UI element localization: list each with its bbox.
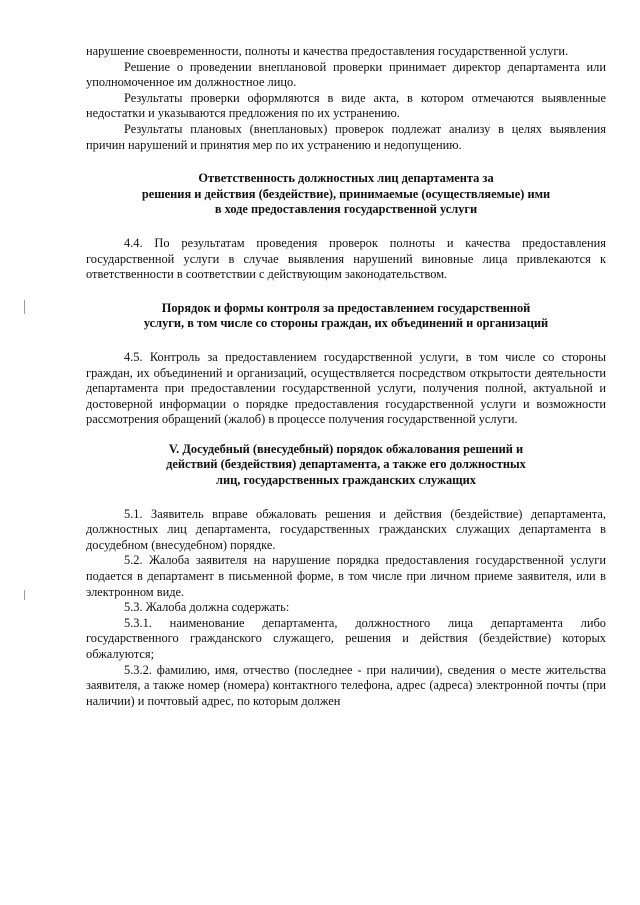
heading-line: в ходе предоставления государственной услуги (214, 202, 478, 217)
paragraph-5-3-2: 5.3.2. фамилию, имя, отчество (последнее - при наличии), сведения о месте жительства заявителя, а также номер (номера) контактного телефона, адрес (адреса) электронной почты (при наличии) и почтовый адрес, по которым должен (86, 662, 606, 708)
scan-margin-mark (24, 300, 25, 314)
paragraph-4-4: 4.4. По результатам проведения проверок полноты и качества предоставления государственной услуги в случае выявления нарушений виновные лица привлекаются к ответственности в соответствии с действующим законодательством. (86, 235, 606, 282)
paragraph: Результаты плановых (внеплановых) проверок подлежат анализу в целях выявления причин нарушений и принятия мер по их устранению и недопущению. (86, 121, 606, 152)
paragraph: Решение о проведении внеплановой проверки принимает директор департамента или уполномоченное им должностное лицо. (86, 59, 606, 90)
paragraph-5-2: 5.2. Жалоба заявителя на нарушение порядка предоставления государственной услуги подается в департамент в письменной форме, в том числе при личном приеме заявителя, или в электронном виде. (86, 553, 606, 599)
paragraph-continuation: нарушение своевременности, полноты и качества предоставления государственной услуги. (86, 44, 569, 58)
paragraph-5-1: 5.1. Заявитель вправе обжаловать решения и действия (бездействие) департамента, должностных лиц департамента, государственных гражданских служащих департамента в досудебном (внесудебном) порядке. (86, 506, 606, 552)
heading-line: V. Досудебный (внесудебный) порядок обжалования решений и (168, 441, 524, 456)
heading-line: Ответственность должностных лиц департамента за (198, 171, 494, 186)
section-heading-appeal (86, 442, 606, 489)
heading-line: действий (бездействия) департамента, а также его должностных (166, 457, 526, 472)
document-body (86, 44, 606, 709)
paragraph: Результаты проверки оформляются в виде акта, в котором отмечаются выявленные недостатки и указываются предложения по их устранению. (86, 90, 606, 121)
paragraph-5-3: 5.3. Жалоба должна содержать: (124, 600, 290, 615)
heading-line: Порядок и формы контроля за предоставлением государственной (161, 300, 531, 315)
heading-line: лиц, государственных гражданских служащих (216, 473, 476, 488)
heading-line: решения и действия (бездействие), принимаемые (осуществляемые) ими (141, 186, 551, 201)
paragraph-5-3-1: 5.3.1. наименование департамента, должностного лица департамента либо государственного гражданского служащего, решения и действия (бездействие) которых обжалуются; (86, 615, 606, 661)
section-heading-control (86, 301, 606, 332)
paragraph-4-5: 4.5. Контроль за предоставлением государственной услуги, в том числе со стороны граждан, их объединений и организаций, осуществляется посредством открытости деятельности департамента при предоставлении государственной услуги, получения полной, актуальной и достоверной информации о порядке предоставления государственной услуги и возможности рассмотрения обращений (жалоб) в процессе получения государственной услуги. (86, 349, 606, 427)
heading-line: услуги, в том числе со стороны граждан, их объединений и организаций (143, 316, 549, 331)
scan-margin-mark (24, 590, 25, 600)
section-heading-responsibility (86, 171, 606, 218)
